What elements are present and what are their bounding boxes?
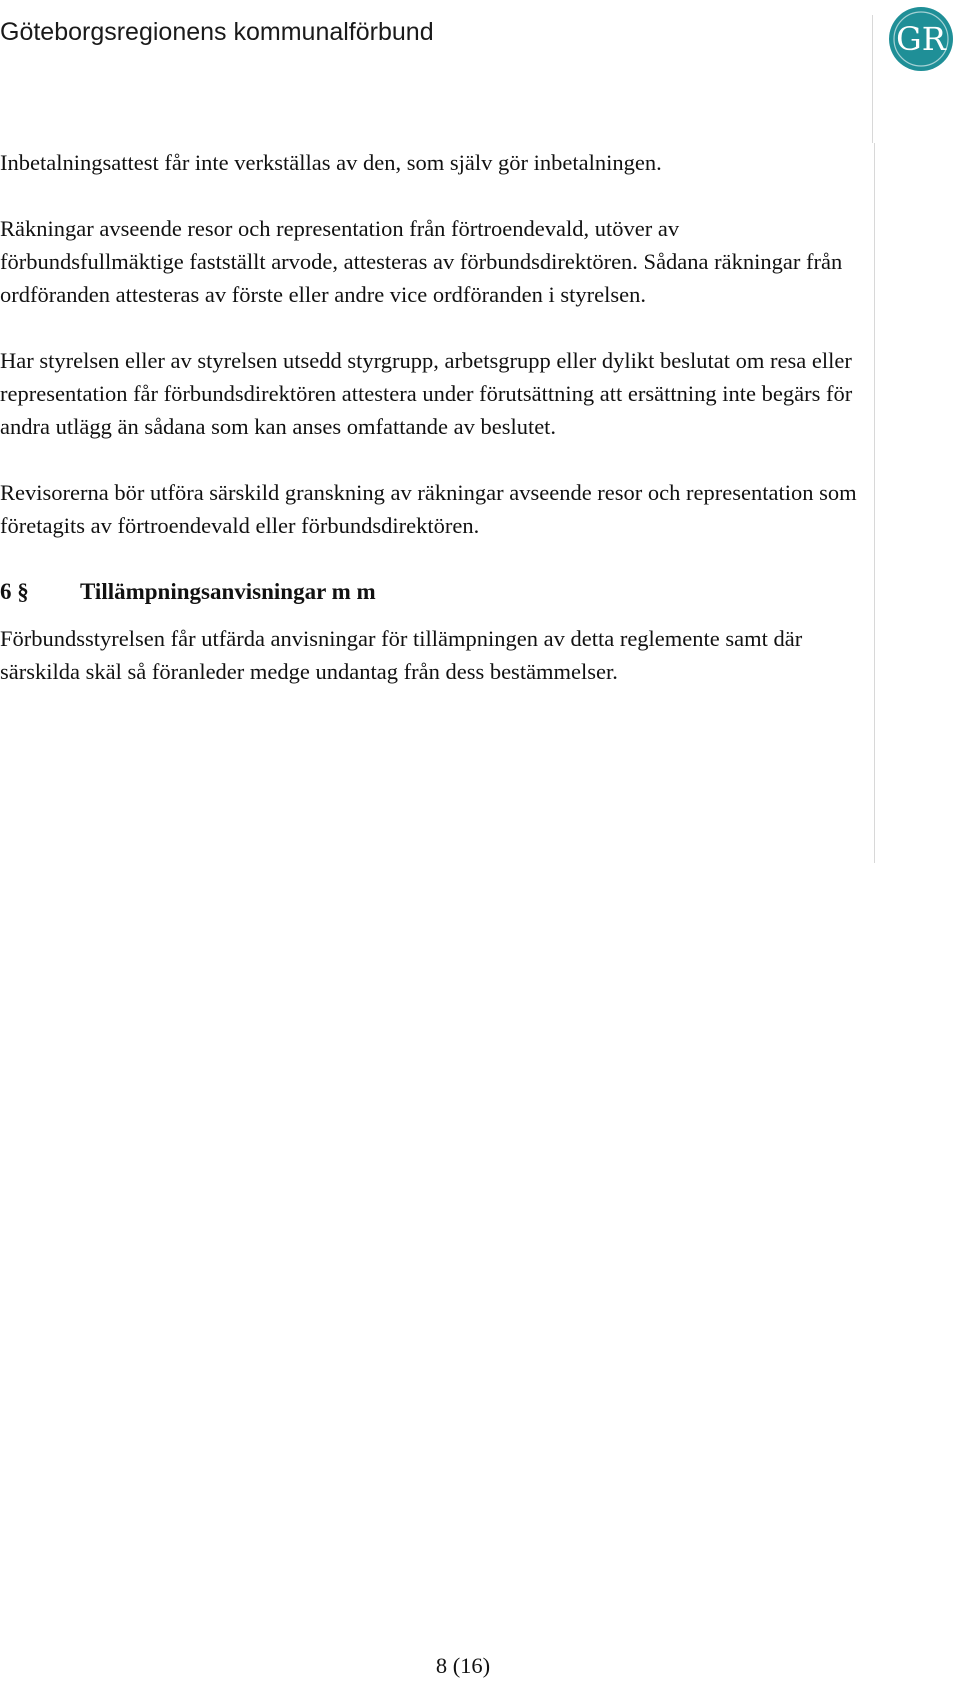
gr-logo [887,5,955,73]
paragraph-payment-attestation: Inbetalningsattest får inte verkställas av den, som själv gör inbetalningen. [0,150,662,175]
margin-rule-top [872,15,873,143]
document-body [0,146,860,721]
paragraph-auditors: Revisorerna bör utföra särskild granskning av räkningar avseende resor och representation som företagits av förtroendevald eller förbundsdirektören. [0,480,857,538]
section-title: Tillämpningsanvisningar m m [80,579,376,604]
section-heading [0,575,860,608]
logo-lettering: GR [896,20,946,58]
paragraph-board-decisions: Har styrelsen eller av styrelsen utsedd styrgrupp, arbetsgrupp eller dylikt beslutat om resa eller representation får förbundsdirektören attestera under förutsättning att ersättning inte begärs för andra utlägg än sådana som kan anses omfattande av beslutet. [0,348,853,439]
margin-rule-main [874,143,875,863]
page-number: 8 (16) [435,1653,491,1678]
paragraph-application-guidelines: Förbundsstyrelsen får utfärda anvisningar för tillämpningen av detta reglemente samt där särskilda skäl så föranleder medge undantag från dess bestämmelser. [0,626,803,684]
organization-name: Göteborgsregionens kommunalförbund [0,18,434,46]
section-number: 6 § [0,579,29,604]
paragraph-travel-invoices: Räkningar avseende resor och representation från förtroendevald, utöver av förbundsfullmäktige fastställt arvode, attesteras av förbundsdirektören. Sådana räkningar från ordföranden attesteras av förste eller andre vice ordföranden i styrelsen. [0,216,843,307]
